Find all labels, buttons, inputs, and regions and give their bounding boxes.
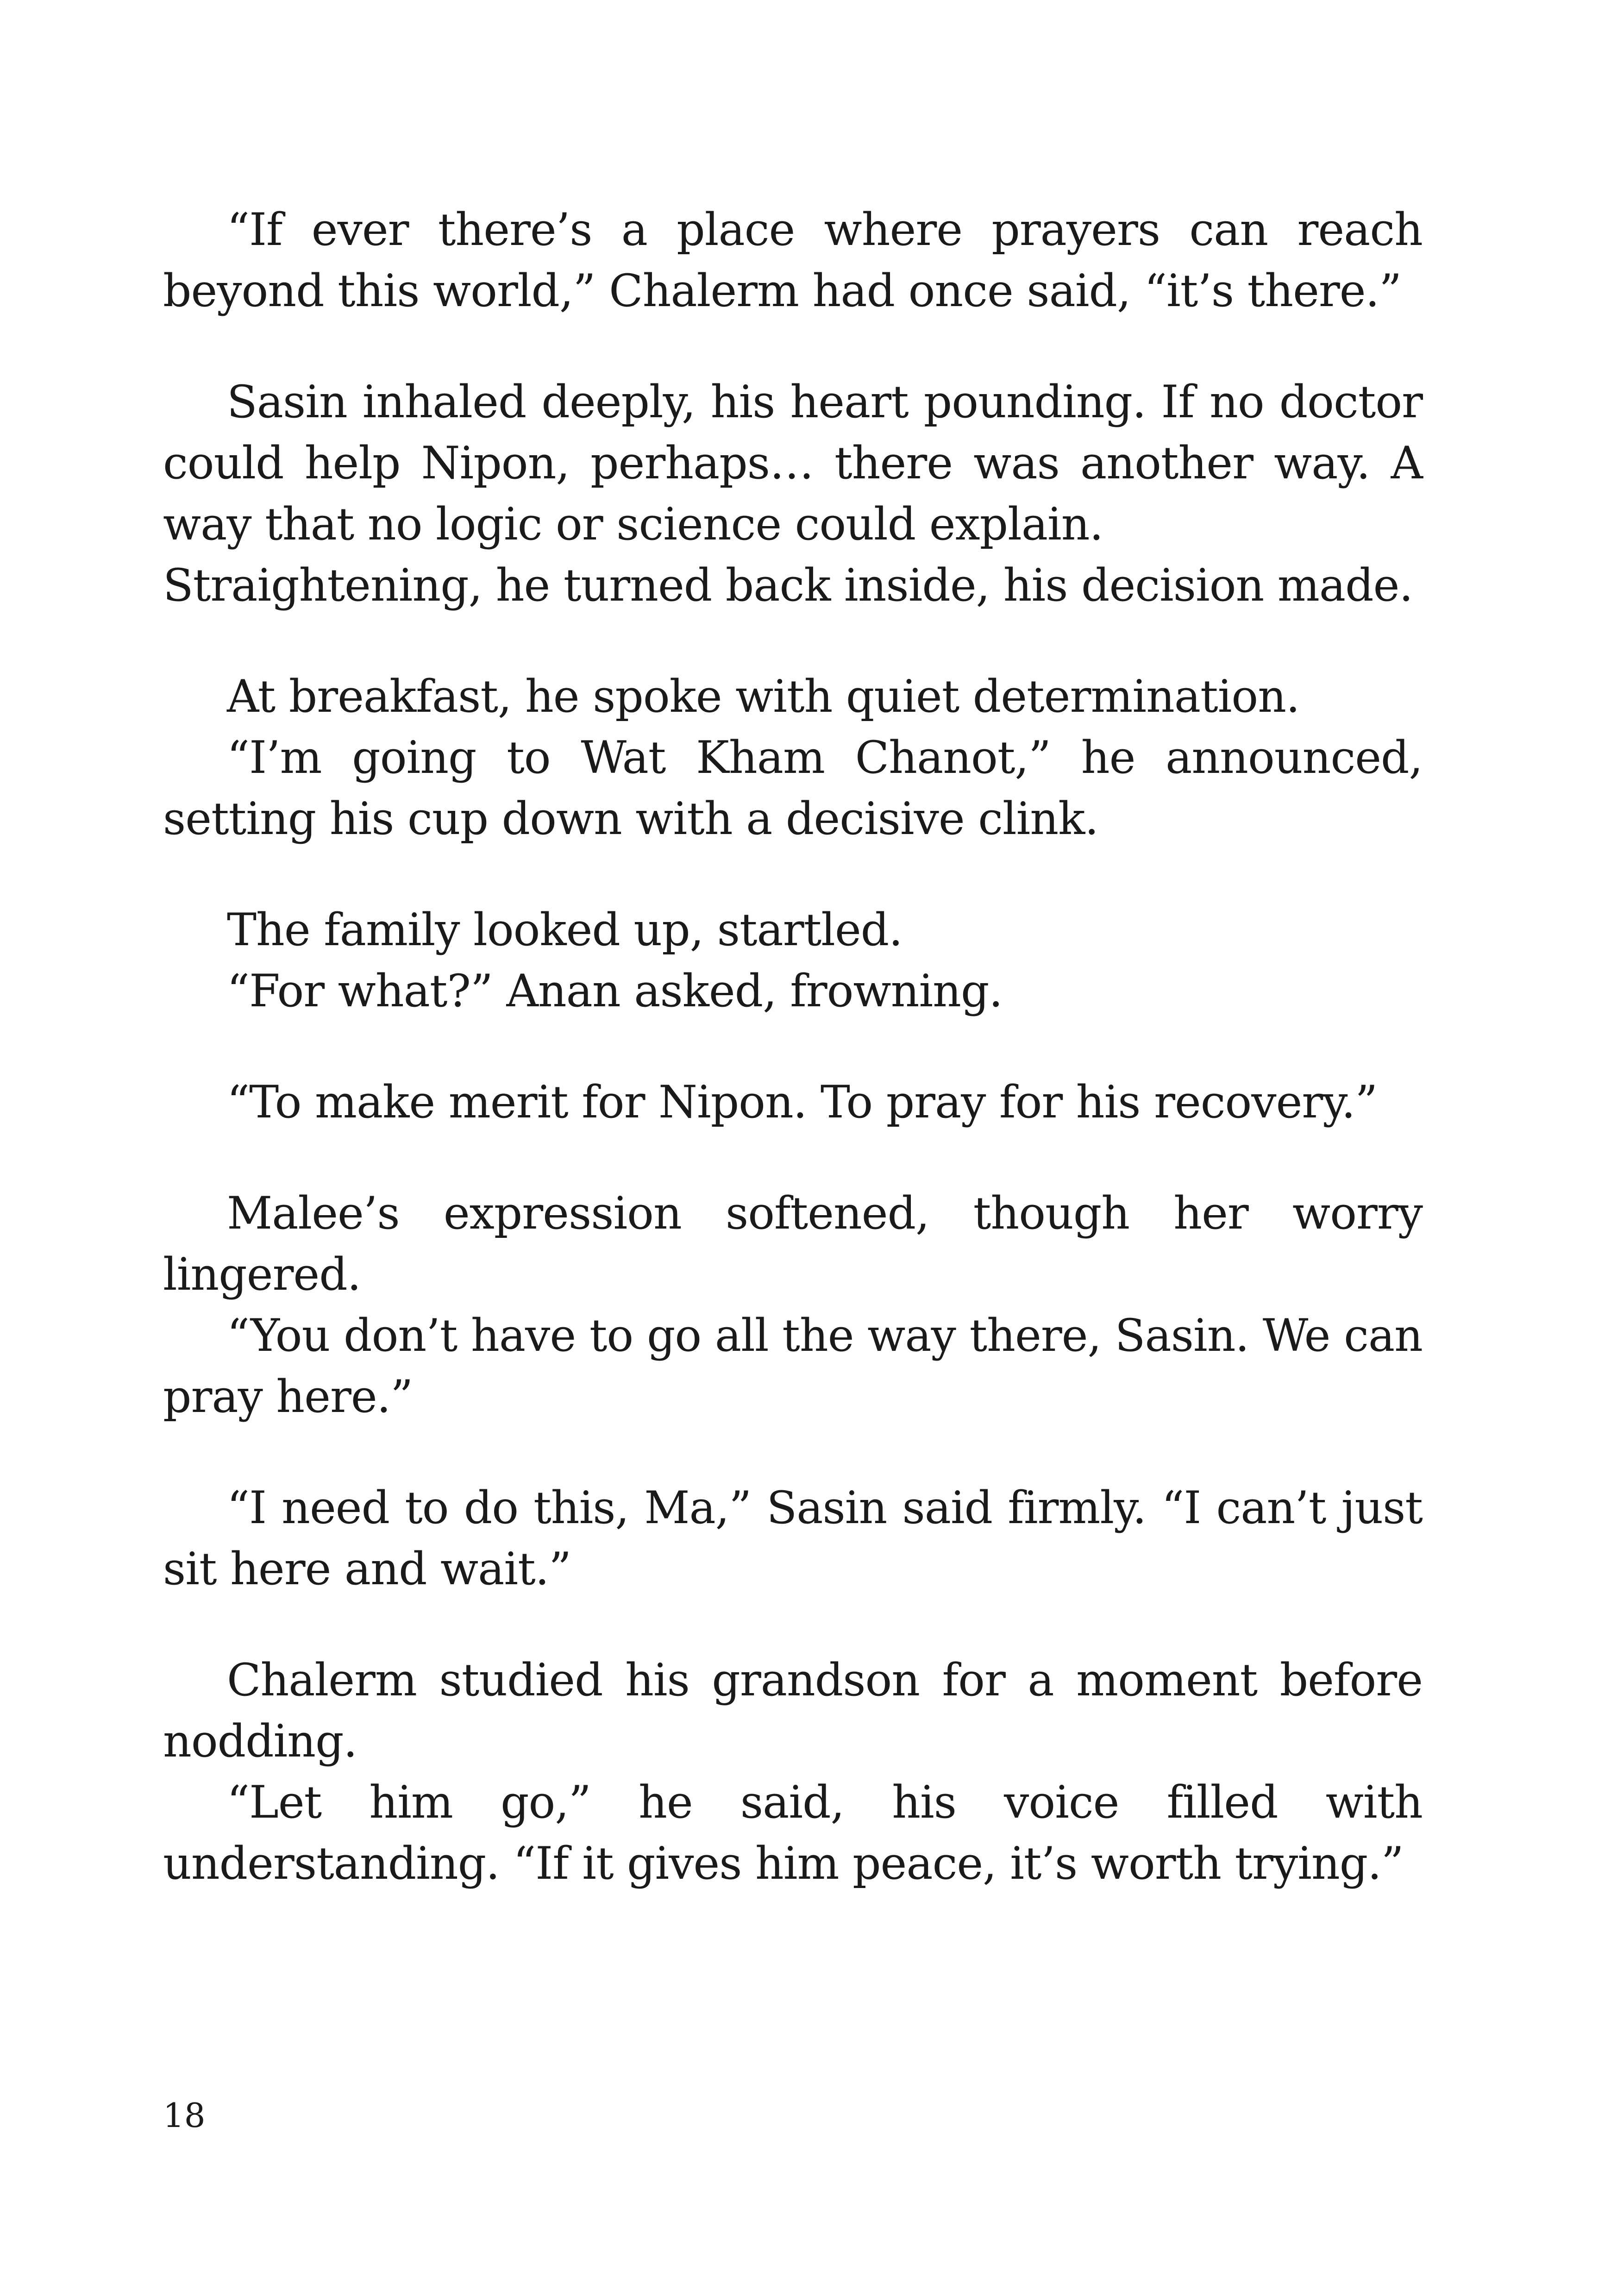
paragraph: At breakfast, he spoke with quiet determination.: [227, 671, 1300, 722]
paragraph: “I’m going to Wat Kham Chanot,” he announced, setting his cup down with a decisive clink.: [163, 732, 1423, 845]
page-number: 18: [163, 2096, 206, 2135]
paragraph: “To make merit for Nipon. To pray for his recovery.”: [227, 1076, 1378, 1128]
paragraph: Sasin inhaled deeply, his heart pounding. If no doctor could help Nipon, perhaps… there was another way. A way that no logic or science could explain.: [163, 376, 1423, 550]
paragraph: “If ever there’s a place where prayers can reach beyond this world,” Chalerm had once said, “it’s there.”: [163, 204, 1423, 317]
paragraph: Chalerm studied his grandson for a moment before nodding.: [163, 1654, 1423, 1767]
paragraph: Malee’s expression softened, though her worry lingered.: [163, 1187, 1423, 1300]
paragraph: “Let him go,” he said, his voice filled with understanding. “If it gives him peace, it’s worth trying.”: [163, 1776, 1423, 1889]
paragraph: “I need to do this, Ma,” Sasin said firmly. “I can’t just sit here and wait.”: [163, 1482, 1423, 1595]
paragraph: Straightening, he turned back inside, his decision made.: [163, 559, 1413, 611]
body-text: [163, 199, 1423, 1894]
paragraph: The family looked up, startled.: [227, 904, 903, 956]
paragraph: “For what?” Anan asked, frowning.: [227, 965, 1003, 1017]
paragraph: “You don’t have to go all the way there, Sasin. We can pray here.”: [163, 1310, 1423, 1423]
